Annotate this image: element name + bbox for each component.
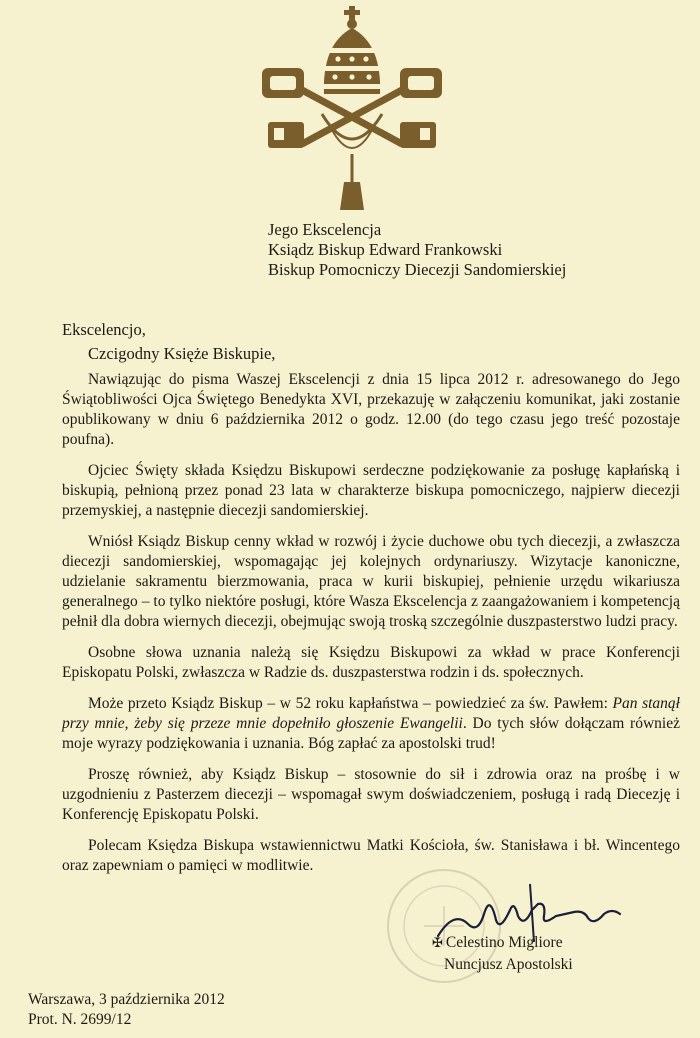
- salutation-line: Ekscelencjo,: [62, 320, 146, 339]
- paragraph-text: Może przeto Ksiądz Biskup – w 52 roku kapłaństwa – powiedzieć za św. Pawłem:: [88, 695, 613, 712]
- signer-title: Nuncjusz Apostolski: [444, 956, 573, 973]
- paragraph: Nawiązując do pisma Waszej Ekscelencji z dnia 15 lipca 2012 r. adresowanego do Jego Świątobliwości Ojca Świętego Benedykta XVI, przekazuję w załączeniu komunikat, jaki zostanie opublikowany w dniu 6 października 2012 o godz. 12.00 (do tego czasu jego treść pozostaje poufna).: [62, 371, 680, 448]
- paragraph-text: . Do tych słów dołączam również moje wyrazy podziękowania i uznania. Bóg zapłać za apostolski trud!: [62, 715, 680, 752]
- scripture-quote: Pan stanął przy mnie, żeby się przeze mnie dopełniło głoszenie Ewangelii: [62, 695, 680, 732]
- paragraph: [62, 694, 680, 754]
- signer-block: [432, 932, 573, 976]
- addressee-line: Ksiądz Biskup Edward Frankowski: [268, 240, 503, 259]
- letter-body: [62, 370, 680, 887]
- place-date: Warszawa, 3 października 2012: [28, 991, 225, 1008]
- paragraph: Wniósł Ksiądz Biskup cenny wkład w rozwój i życie duchowe obu tych diecezji, a zwłaszcza diecezji sandomierskiej, wspomagając jej kolejnych ordynariuszy. Wizytacje kanoniczne, udzielanie sakramentu bierzmowania, praca w kurii biskupiej, pełnienie urzędu wikariusza generalnego – to tylko niektóre posługi, które Wasza Ekscelencja z zaangażowaniem i kompetencją pełnił dla dobra wiernych diecezji, obejmując swoją troską szczególnie duszpasterstwo ludzi pracy.: [62, 533, 680, 630]
- signer-name: Celestino Migliore: [445, 934, 563, 951]
- papal-emblem-icon: [252, 4, 452, 212]
- cross-icon: ✠: [432, 935, 443, 950]
- paragraph: Osobne słowa uznania należą się Księdzu Biskupowi za wkład w prace Konferencji Episkopatu Polski, zwłaszcza w Radzie ds. duszpasterstwa rodzin i ds. społecznych.: [62, 644, 680, 681]
- addressee-block: [268, 220, 566, 280]
- addressee-line: Biskup Pomocniczy Diecezji Sandomierskiej: [268, 260, 567, 279]
- protocol-number: Prot. N. 2699/12: [28, 1011, 132, 1028]
- paragraph: Polecam Księdza Biskupa wstawiennictwu Matki Kościoła, św. Stanisława i bł. Wincentego oraz zapewniam o pamięci w modlitwie.: [62, 837, 680, 874]
- addressee-line: Jego Ekscelencja: [268, 220, 382, 239]
- letter-footer: [28, 990, 225, 1030]
- salutation-line: Czcigodny Księże Biskupie,: [88, 344, 276, 363]
- salutation: [62, 318, 275, 366]
- paragraph: Proszę również, aby Ksiądz Biskup – stosownie do sił i zdrowia oraz na prośbę i w uzgodnieniu z Pasterzem diecezji – wspomagał swym doświadczeniem, posługą i radą Diecezję i Konferencję Episkopatu Polski.: [62, 766, 680, 823]
- paragraph: Ojciec Święty składa Księdzu Biskupowi serdeczne podziękowanie za posługę kapłańską i biskupią, pełnioną przez ponad 23 lata w charakterze biskupa pomocniczego, najpierw diecezji przemyskiej, a następnie diecezji sandomierskiej.: [62, 462, 680, 519]
